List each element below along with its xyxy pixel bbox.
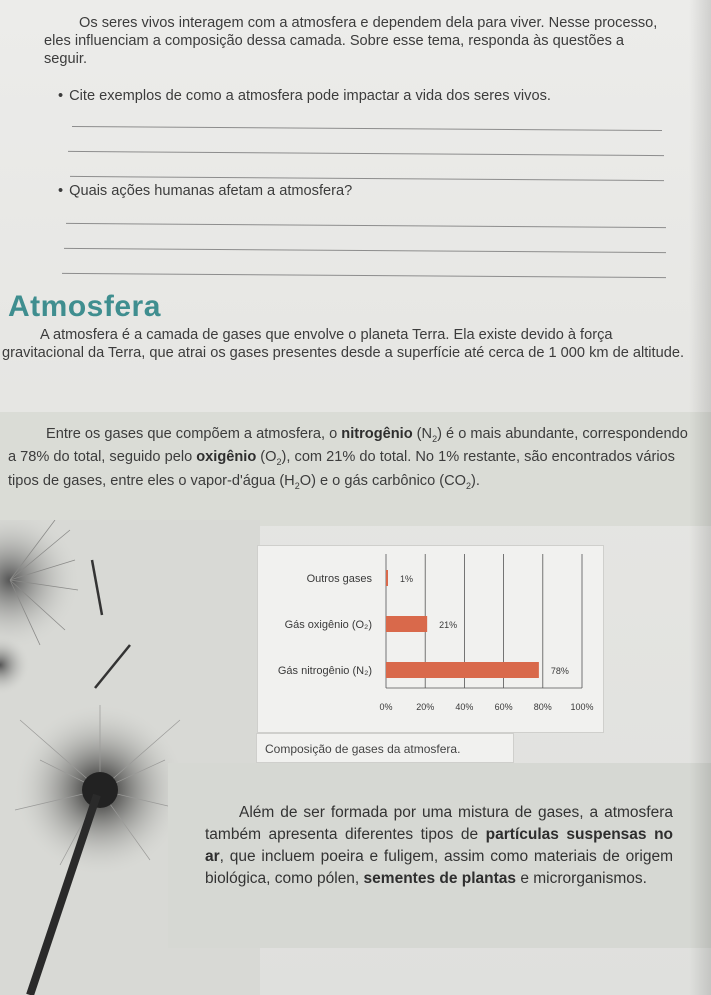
- gas-composition-paragraph: Entre os gases que compõem a atmosfera, o nitrogênio $(N_2)$ é o mais abundante, correspondendo a 78% do total, seguido pelo oxigênio $(O_2)$, com 21% do total. No 1% restante, são encontrados vários tipos de gases, entre eles o vapor-d'água $(H_2O)$ e o gás carbônico $(CO_2)$.: [8, 426, 688, 491]
- chart-caption: Composição de gases da atmosfera.: [256, 733, 514, 763]
- answer-line[interactable]: [66, 223, 666, 228]
- atmosphere-paragraph: A atmosfera é a camada de gases que envolve o planeta Terra. Ela existe devido à força gravitacional da Terra, que atrai os gases presentes desde a superfície até cerca de 1 000 km de altitude.: [2, 327, 684, 361]
- data-label: 21%: [439, 620, 458, 630]
- bar-chart: [258, 546, 603, 732]
- x-tick-label: 100%: [570, 702, 594, 712]
- data-label: 1%: [400, 574, 414, 584]
- answer-line[interactable]: [62, 273, 666, 278]
- intro-paragraph: Os seres vivos interagem com a atmosfera e dependem dela para viver. Nesse processo, eles influenciam a composição dessa camada. Sobre esse tema, responda às questões a seguir.: [44, 15, 658, 67]
- section-title: Atmosfera: [8, 290, 161, 323]
- answer-line[interactable]: [68, 151, 664, 156]
- answer-line[interactable]: [70, 176, 664, 181]
- answer-line[interactable]: [72, 126, 662, 131]
- bar: [386, 570, 388, 586]
- question-2: • Quais ações humanas afetam a atmosfera?: [58, 183, 352, 199]
- bar: [386, 662, 539, 678]
- page-edge-shadow: [689, 0, 711, 995]
- gas-composition-chart: [257, 545, 604, 733]
- category-label: Gás oxigênio (O₂): [284, 619, 372, 631]
- x-tick-label: 0%: [379, 702, 393, 712]
- x-tick-label: 20%: [416, 702, 435, 712]
- x-tick-label: 80%: [533, 702, 552, 712]
- x-tick-label: 60%: [494, 702, 513, 712]
- data-label: 78%: [550, 666, 569, 676]
- category-label: Gás nitrogênio (N₂): [277, 665, 372, 677]
- category-label: Outros gases: [306, 573, 372, 585]
- question-1: • Cite exemplos de como a atmosfera pode impactar a vida dos seres vivos.: [58, 88, 551, 104]
- particles-paragraph: Além de ser formada por uma mistura de gases, a atmosfera também apresenta diferentes tipos de partículas suspensas no ar, que incluem poeira e fuligem, assim como materiais de origem biológica, como pólen, sementes de plantas e microrganismos.: [205, 804, 674, 887]
- x-tick-label: 40%: [455, 702, 474, 712]
- answer-line[interactable]: [64, 248, 666, 253]
- bar: [386, 616, 427, 632]
